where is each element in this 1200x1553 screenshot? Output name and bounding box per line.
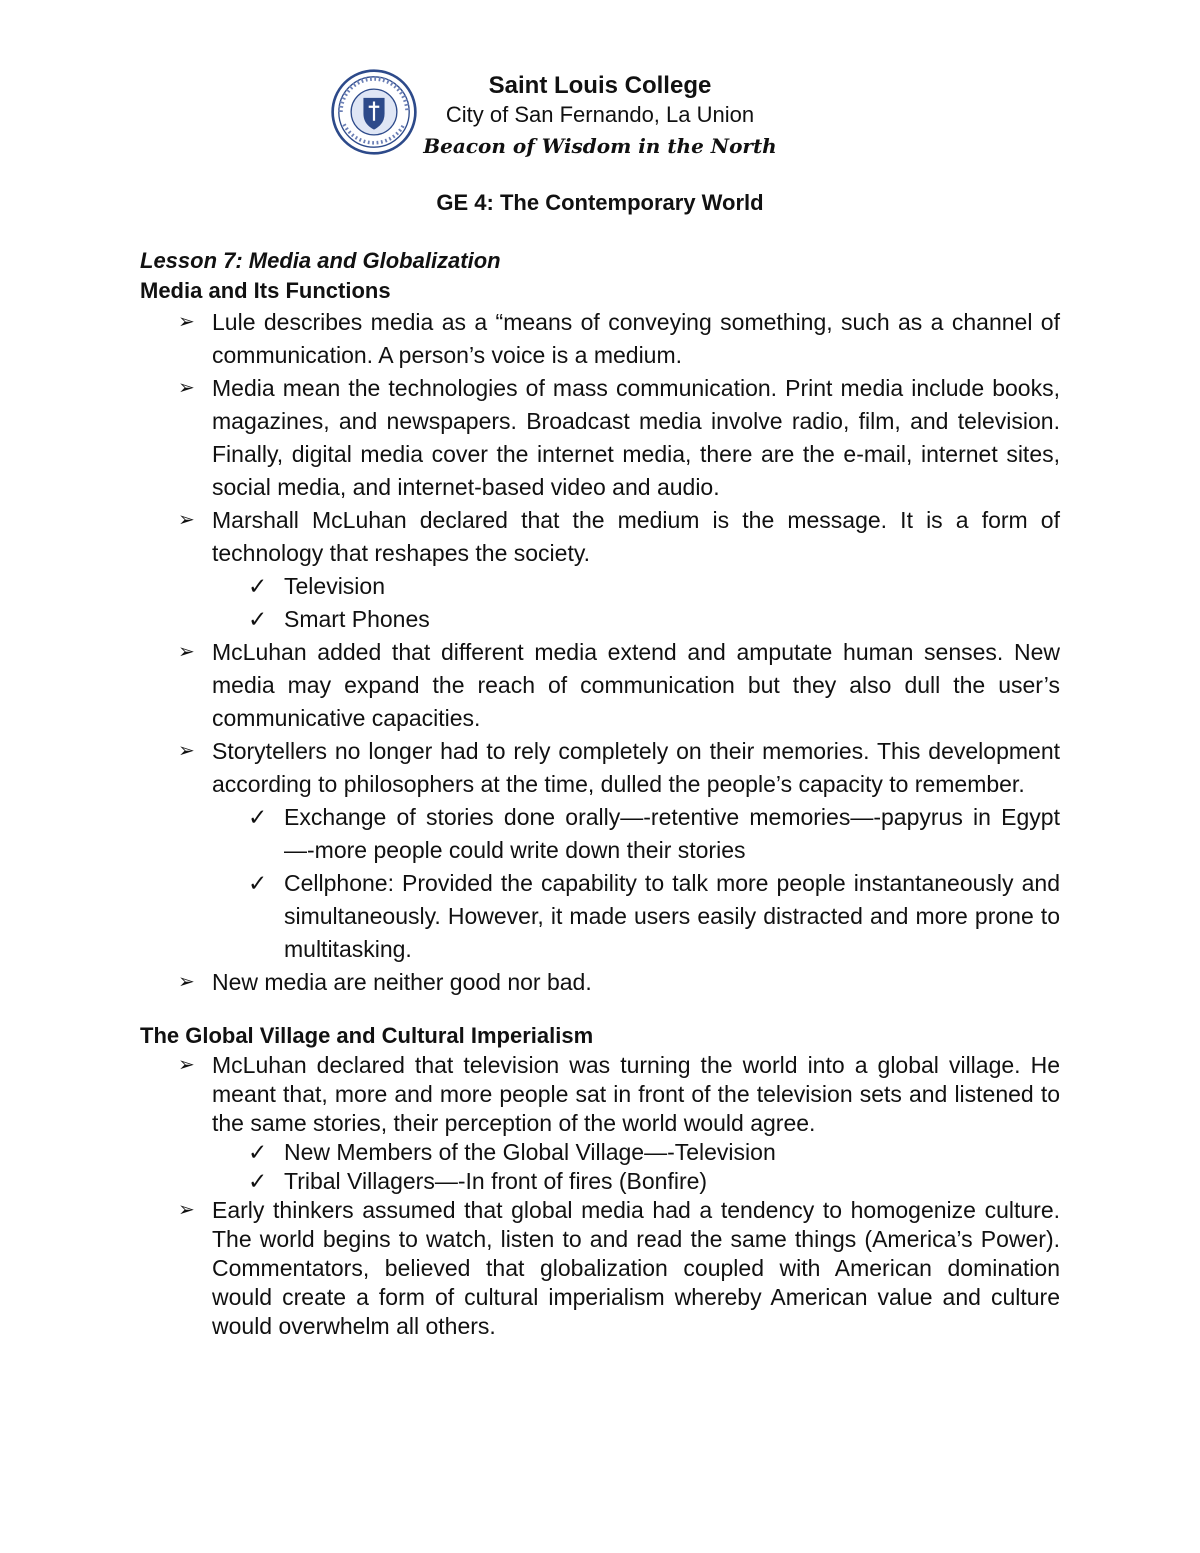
check-item	[212, 1138, 1060, 1167]
check-list	[212, 570, 1060, 636]
letterhead-text	[300, 60, 900, 158]
arrow-bullet-icon: ➢	[178, 377, 195, 399]
bullet-text: New media are neither good nor bad.	[212, 969, 592, 995]
check-text: New Members of the Global Village—-Television	[284, 1139, 776, 1165]
bullet-list	[140, 306, 1060, 999]
bullet-item	[140, 636, 1060, 735]
bullet-text: Early thinkers assumed that global media had a tendency to homogenize culture. The world begins to watch, listen to and read the same things (America’s Power). Commentators, believed that globalization coupled with American domination would create a form of cultural imperialism whereby American value and culture would overwhelm all others.	[212, 1197, 1060, 1339]
bullet-text: McLuhan declared that television was turning the world into a global village. He meant that, more and more people sat in front of the television sets and listened to the same stories, their perception of the world would agree.	[212, 1052, 1060, 1136]
check-item	[212, 801, 1060, 867]
bullet-text: McLuhan added that different media extend and amputate human senses. New media may expand the reach of communication but they also dull the user’s communicative capacities.	[212, 639, 1060, 731]
check-mark-icon: ✓	[248, 573, 268, 599]
bullet-item	[140, 504, 1060, 570]
check-mark-icon: ✓	[248, 1168, 268, 1194]
lesson-title: Lesson 7: Media and Globalization	[140, 248, 501, 273]
check-list	[212, 801, 1060, 966]
check-item	[212, 867, 1060, 966]
arrow-bullet-icon: ➢	[178, 641, 195, 663]
arrow-bullet-icon: ➢	[178, 311, 195, 333]
college-city: City of San Fernando, La Union	[445, 102, 755, 127]
bullet-text: Marshall McLuhan declared that the medium is the message. It is a form of technology that reshapes the society.	[212, 507, 1060, 566]
bullet-item	[140, 1051, 1060, 1138]
lesson-content	[140, 246, 1060, 1341]
bullet-text: Lule describes media as a “means of conveying something, such as a channel of communication. A person’s voice is a medium.	[212, 309, 1060, 368]
check-text: Smart Phones	[284, 606, 430, 632]
section	[140, 276, 1060, 999]
college-motto: Beacon of Wisdom in the North	[423, 134, 777, 158]
check-text: Tribal Villagers—-In front of fires (Bonfire)	[284, 1168, 708, 1194]
check-mark-icon: ✓	[248, 606, 268, 632]
sub-list-container	[140, 1138, 1060, 1196]
sub-list-container	[140, 801, 1060, 966]
section-gap	[140, 999, 1060, 1021]
check-item	[212, 603, 1060, 636]
check-text: Exchange of stories done orally—-retentive memories—-papyrus in Egypt—-more people could write down their stories	[284, 804, 1060, 863]
arrow-bullet-icon: ➢	[178, 1054, 195, 1076]
check-list	[212, 1138, 1060, 1196]
sub-list-container	[140, 570, 1060, 636]
arrow-bullet-icon: ➢	[178, 1199, 195, 1221]
arrow-bullet-icon: ➢	[178, 740, 195, 762]
bullet-list	[140, 1051, 1060, 1341]
letterhead	[0, 60, 1200, 170]
sections	[140, 276, 1060, 1341]
check-item	[212, 570, 1060, 603]
check-text: Television	[284, 573, 385, 599]
arrow-bullet-icon: ➢	[178, 509, 195, 531]
bullet-item	[140, 372, 1060, 504]
check-text: Cellphone: Provided the capability to talk more people instantaneously and simultaneously. However, it made users easily distracted and more prone to multitasking.	[284, 870, 1060, 962]
check-mark-icon: ✓	[248, 1139, 268, 1165]
bullet-item	[140, 1196, 1060, 1341]
college-name: Saint Louis College	[488, 72, 712, 99]
course-title: GE 4: The Contemporary World	[436, 190, 764, 215]
check-mark-icon: ✓	[248, 804, 268, 830]
bullet-item	[140, 735, 1060, 801]
bullet-item	[140, 966, 1060, 999]
check-mark-icon: ✓	[248, 870, 268, 896]
bullet-item	[140, 306, 1060, 372]
arrow-bullet-icon: ➢	[178, 971, 195, 993]
bullet-text: Storytellers no longer had to rely completely on their memories. This development according to philosophers at the time, dulled the people’s capacity to remember.	[212, 738, 1060, 797]
section	[140, 1021, 1060, 1341]
section-title: Media and Its Functions	[140, 278, 391, 303]
section-title: The Global Village and Cultural Imperialism	[140, 1023, 594, 1048]
bullet-text: Media mean the technologies of mass communication. Print media include books, magazines, and newspapers. Broadcast media involve radio, film, and television. Finally, digital media cover the internet media, there are the e-mail, internet sites, social media, and internet-based video and audio.	[212, 375, 1060, 500]
check-item	[212, 1167, 1060, 1196]
